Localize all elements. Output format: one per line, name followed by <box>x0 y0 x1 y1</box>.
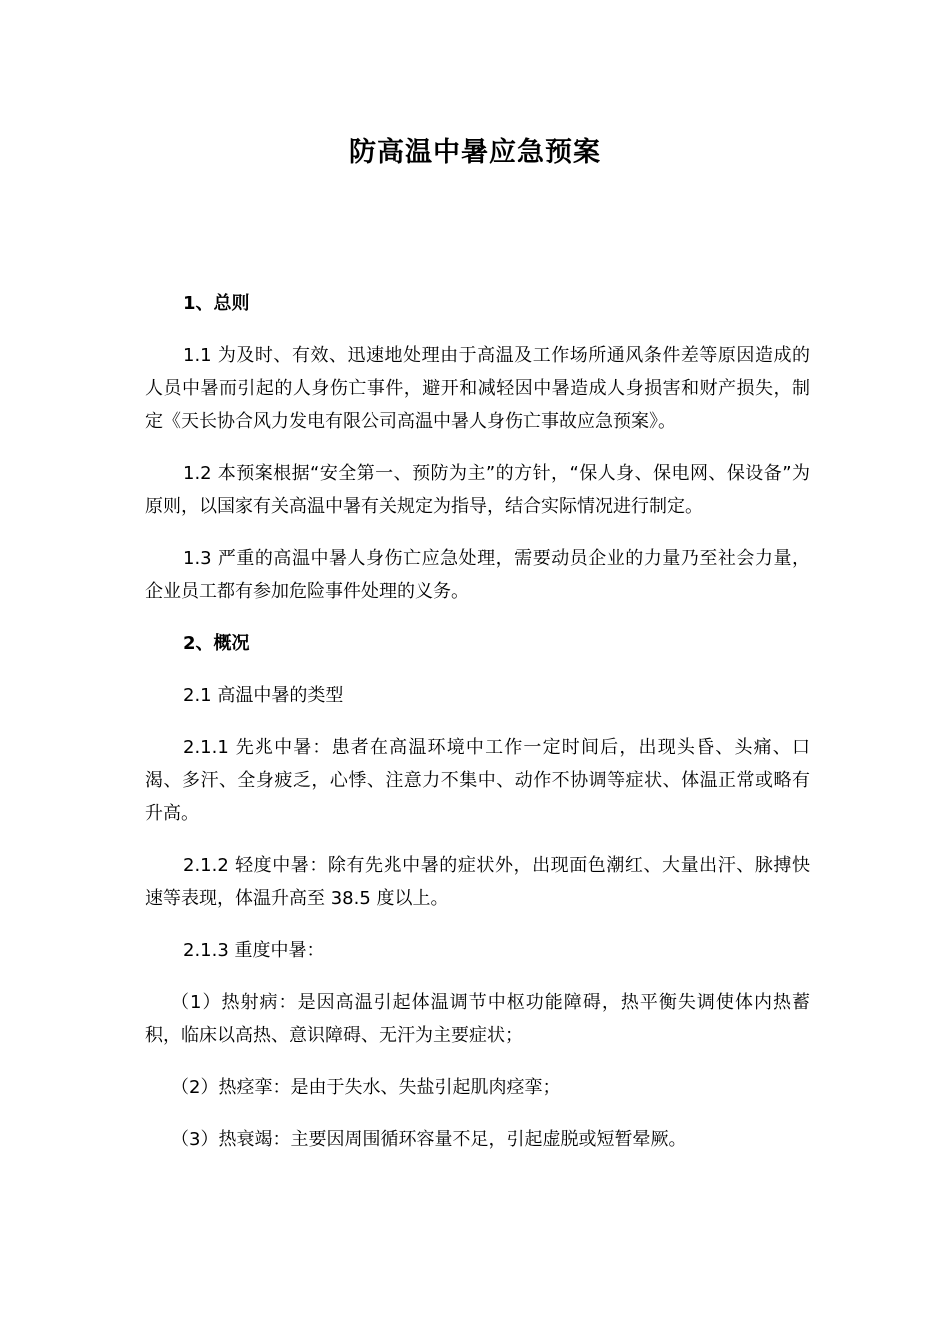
paragraph-1-3: 1.3 严重的高温中暑人身伤亡应急处理，需要动员企业的力量乃至社会力量，企业员工都有参加危险事件处理的义务。 <box>145 548 810 602</box>
section-heading-overview: 2、概况 <box>183 633 250 654</box>
paragraph-2-1-1: 2.1.1 先兆中暑：患者在高温环境中工作一定时间后，出现头昏、头痛、口渴、多汗、全身疲乏，心悸、注意力不集中、动作不协调等症状、体温正常或略有升高。 <box>145 737 810 824</box>
list-item-heat-cramps: （2）热痉挛：是由于失水、失盐引起肌肉痉挛； <box>171 1077 561 1098</box>
paragraph-2-1-3: 2.1.3 重度中暑： <box>183 940 325 961</box>
paragraph-2-1-2: 2.1.2 轻度中暑：除有先兆中暑的症状外，出现面色潮红、大量出汗、脉搏快速等表现，体温升高至 38.5 度以上。 <box>145 855 810 909</box>
paragraph-2-1: 2.1 高温中暑的类型 <box>183 685 344 706</box>
paragraph-1-1: 1.1 为及时、有效、迅速地处理由于高温及工作场所通风条件差等原因造成的人员中暑而引起的人身伤亡事件，避开和减轻因中暑造成人身损害和财产损失，制定《天长协合风力发电有限公司高温中暑人身伤亡事故应急预案》。 <box>145 345 810 432</box>
section-heading-general: 1、总则 <box>183 293 250 314</box>
list-item-heat-exhaustion: （3）热衰竭：主要因周围循环容量不足，引起虚脱或短暂晕厥。 <box>171 1129 687 1150</box>
list-item-heatstroke: （1）热射病：是因高温引起体温调节中枢功能障碍，热平衡失调使体内热蓄积，临床以高热、意识障碍、无汗为主要症状； <box>145 992 810 1046</box>
document-title: 防高温中暑应急预案 <box>349 137 601 168</box>
document-body <box>145 287 810 1175</box>
paragraph-1-2: 1.2 本预案根据“安全第一、预防为主”的方针，“保人身、保电网、保设备”为原则，以国家有关高温中暑有关规定为指导，结合实际情况进行制定。 <box>145 463 810 517</box>
